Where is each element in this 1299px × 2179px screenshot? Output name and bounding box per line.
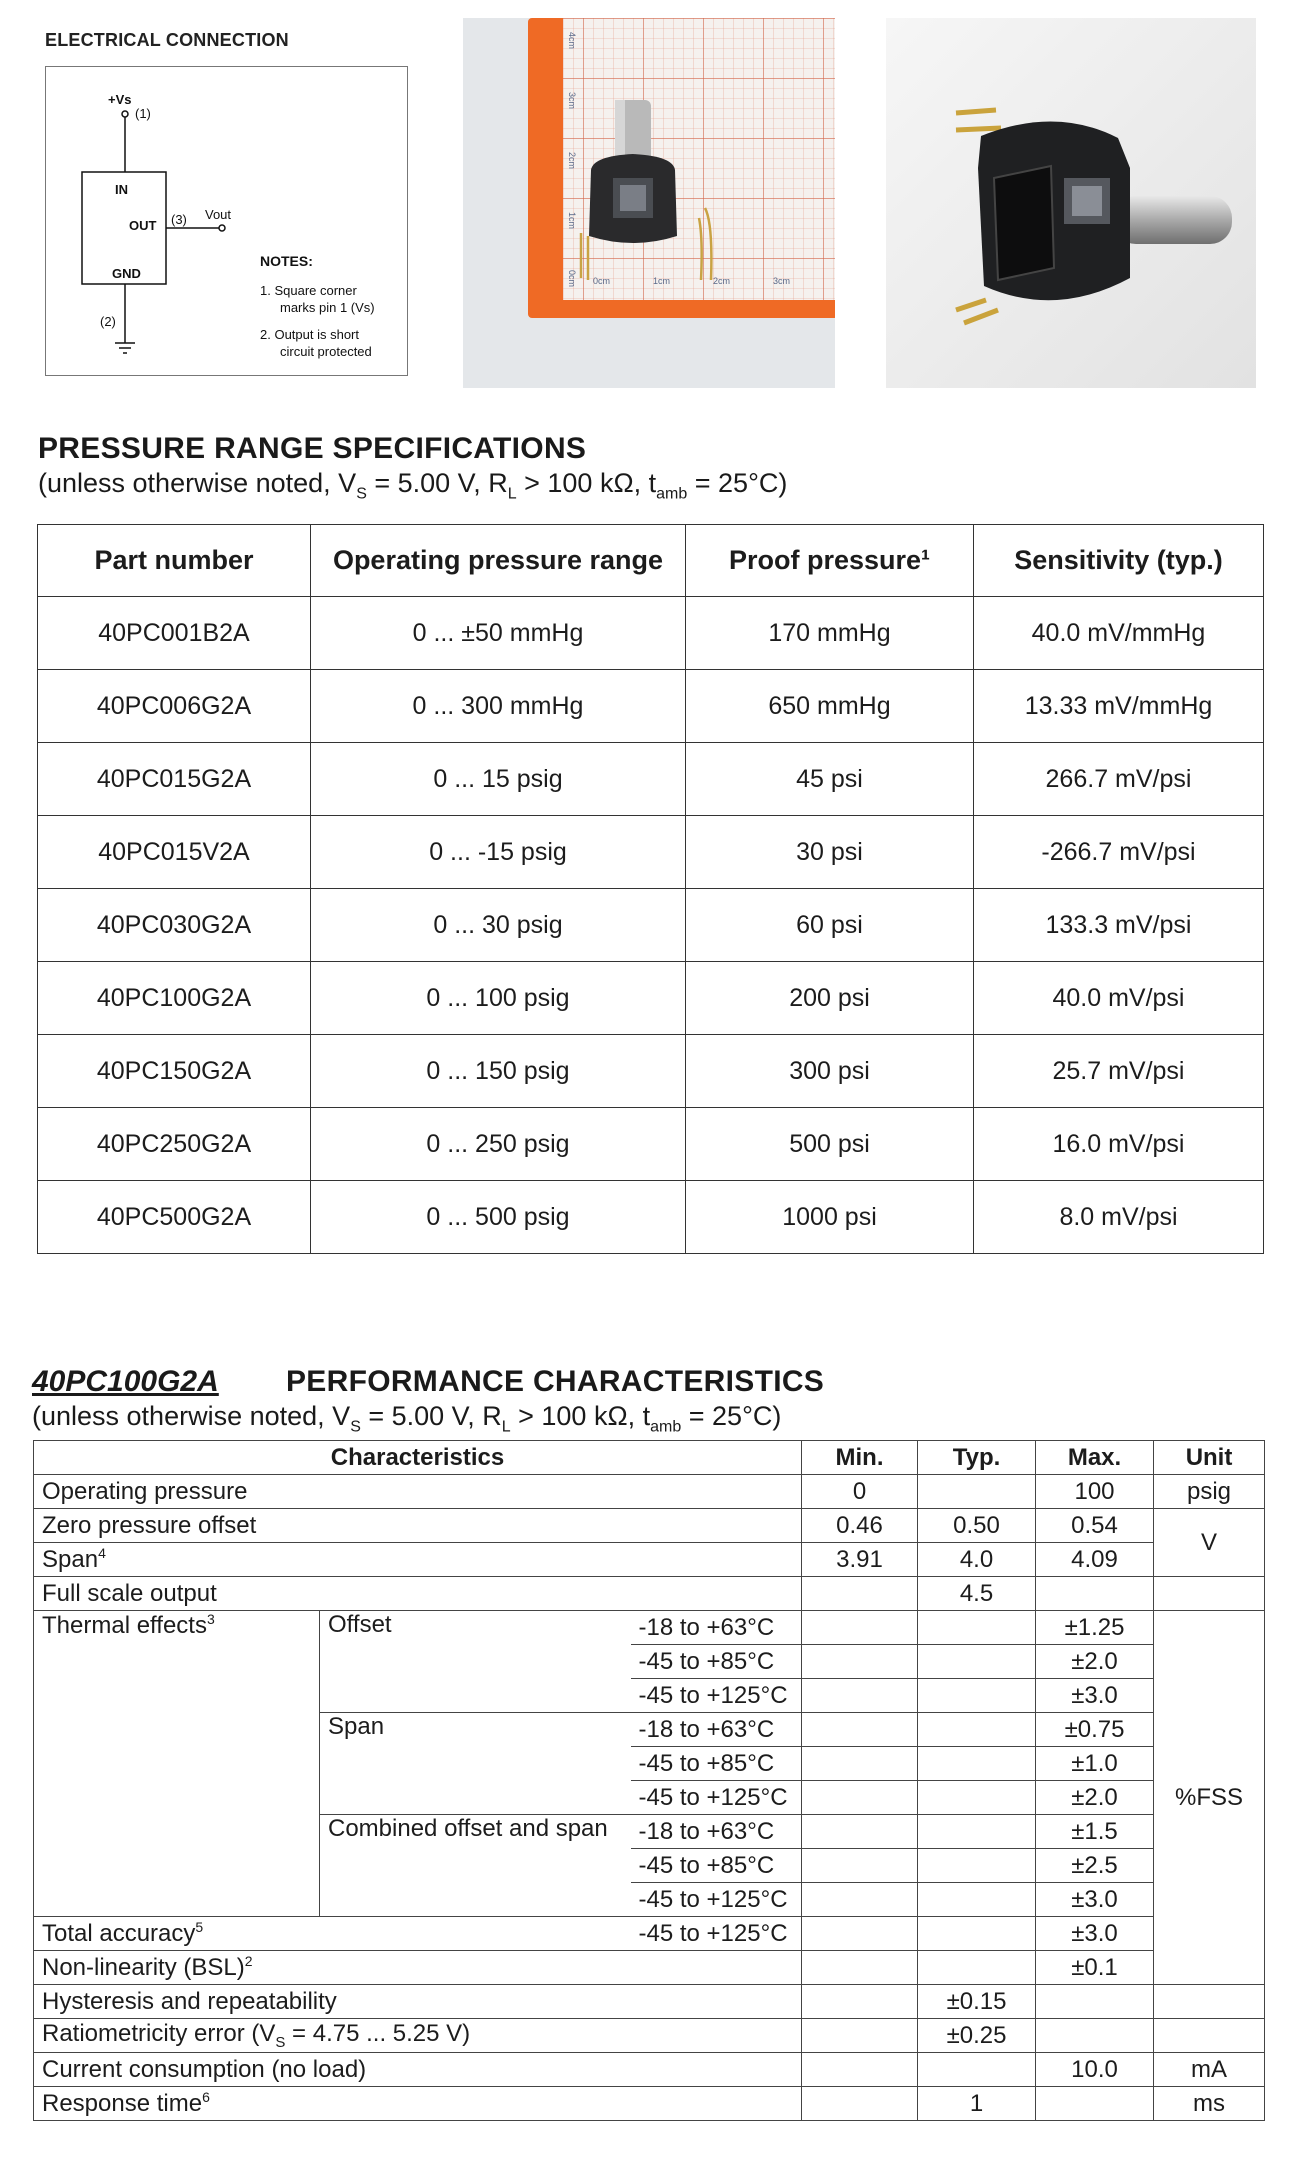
cell-max: 4.09 [1036,1543,1154,1577]
pressure-port [1114,196,1232,244]
cell-max [1036,2087,1154,2121]
table-row [38,962,1264,1035]
cell-typ [918,1611,1036,1645]
cell-typ [918,1645,1036,1679]
cell-max: ±2.0 [1036,1645,1154,1679]
table-row [34,1611,1265,1645]
svg-text:2cm: 2cm [567,152,577,170]
cell-operating-range: 0 ... 250 psig [311,1108,686,1181]
table-row [34,2019,1265,2053]
cell-max: ±3.0 [1036,1679,1154,1713]
svg-text:1cm: 1cm [653,276,671,286]
cell-max [1036,2019,1154,2053]
cell-operating-range: 0 ... 300 mmHg [311,670,686,743]
svg-text:1cm: 1cm [567,212,577,230]
cell-sensitivity: 8.0 mV/psi [974,1181,1264,1254]
cell-sensitivity: -266.7 mV/psi [974,816,1264,889]
cell-unit [1154,2019,1265,2053]
table-row [34,1985,1265,2019]
row-label: Ratiometricity error ($V_S = 4.75$ ... 5.25 V) [34,2019,802,2053]
cell-unit: mA [1154,2053,1265,2087]
header-sensitivity: Sensitivity (typ.) [974,525,1264,597]
header-characteristics: Characteristics [34,1441,802,1475]
cell-min [802,1815,918,1849]
svg-text:4cm: 4cm [567,32,577,50]
cell-max: ±0.1 [1036,1951,1154,1985]
notes-title: NOTES: [260,253,313,269]
cell-sensitivity: 266.7 mV/psi [974,743,1264,816]
cell-proof-pressure: 170 mmHg [686,597,974,670]
out-label: OUT [129,218,157,233]
performance-table [33,1440,1265,2121]
table-row [34,1951,1265,1985]
electrical-schematic [45,66,408,376]
cell-typ [918,1679,1036,1713]
cell-max: ±1.5 [1036,1815,1154,1849]
cell-sensitivity: 133.3 mV/psi [974,889,1264,962]
cell-proof-pressure: 60 psi [686,889,974,962]
table-row [38,597,1264,670]
cell-typ [918,2053,1036,2087]
cell-typ: ±0.15 [918,1985,1036,2019]
svg-text:0cm: 0cm [593,276,611,286]
cell-typ [918,1849,1036,1883]
note2-line2: circuit protected [280,344,372,359]
cell-sensitivity: 16.0 mV/psi [974,1108,1264,1181]
cell-sensitivity: 13.33 mV/mmHg [974,670,1264,743]
cell-part-number: 40PC150G2A [38,1035,311,1108]
cell-min [802,1917,918,1951]
cell-min [802,1577,918,1611]
table-row [34,1543,1265,1577]
cell-max: ±3.0 [1036,1917,1154,1951]
cell-min [802,1883,918,1917]
cell-max: ±2.5 [1036,1849,1154,1883]
vout-terminal [219,225,225,231]
thermal-effects-label: Thermal effects$^3$ [34,1611,320,1917]
cell-typ [918,1747,1036,1781]
cell-unit [1154,1577,1265,1611]
cell-max: ±1.0 [1036,1747,1154,1781]
header-max: Max. [1036,1441,1154,1475]
cell-max: 100 [1036,1475,1154,1509]
cell-proof-pressure: 200 psi [686,962,974,1035]
table-header-row [38,525,1264,597]
vout-label: Vout [205,207,232,222]
cell-max: 0.54 [1036,1509,1154,1543]
table-row [34,2053,1265,2087]
row-label: Span$^4$ [34,1543,802,1577]
note1-line2: marks pin 1 (Vs) [280,300,375,315]
row-label: Current consumption (no load) [34,2053,802,2087]
header-unit: Unit [1154,1441,1265,1475]
cell-typ [918,1475,1036,1509]
temp-range: -18 to +63°C [631,1713,802,1747]
cell-proof-pressure: 300 psi [686,1035,974,1108]
table-row [38,670,1264,743]
cell-max: 10.0 [1036,2053,1154,2087]
cell-min [802,1611,918,1645]
cell-min [802,2053,918,2087]
cell-sensitivity: 40.0 mV/mmHg [974,597,1264,670]
pressure-range-conditions: (unless otherwise noted, $V_S = 5.00$ V, $R_L > 100$ kΩ, $t_{amb} = 25^\circ C$) [38,468,788,503]
cell-part-number: 40PC030G2A [38,889,311,962]
table-row [34,1509,1265,1543]
cell-operating-range: 0 ... 150 psig [311,1035,686,1108]
table-row [34,1475,1265,1509]
note2-line1: 2. Output is short [260,327,359,342]
gnd-label: GND [112,266,141,281]
cell-min: 0 [802,1475,918,1509]
cell-operating-range: 0 ... 30 psig [311,889,686,962]
cell-proof-pressure: 650 mmHg [686,670,974,743]
row-label: Full scale output [34,1577,802,1611]
cell-min [802,1679,918,1713]
cell-min [802,1713,918,1747]
electrical-connection-title: ELECTRICAL CONNECTION [45,30,289,50]
performance-conditions: (unless otherwise noted, $V_S = 5.00$ V, $R_L > 100$ kΩ, $t_{amb} = 25^\circ C$) [32,1401,782,1436]
table-row [38,889,1264,962]
row-label: Non-linearity (BSL)$^2$ [34,1951,802,1985]
table-row [38,743,1264,816]
cell-part-number: 40PC015G2A [38,743,311,816]
row-label: Hysteresis and repeatability [34,1985,802,2019]
cell-max: ±1.25 [1036,1611,1154,1645]
table-row [38,1035,1264,1108]
cell-typ: 0.50 [918,1509,1036,1543]
cell-min [802,1849,918,1883]
row-label: Total accuracy$^5$ [34,1917,631,1951]
cell-max: ±3.0 [1036,1883,1154,1917]
temp-range: -18 to +63°C [631,1611,802,1645]
performance-title: PERFORMANCE CHARACTERISTICS [286,1365,825,1398]
table-row [38,816,1264,889]
header-min: Min. [802,1441,918,1475]
temp-range: -45 to +85°C [631,1747,802,1781]
pressure-range-title: PRESSURE RANGE SPECIFICATIONS [38,432,587,465]
cell-min [802,1645,918,1679]
cell-min [802,1781,918,1815]
cell-min: 0.46 [802,1509,918,1543]
table-row [34,2087,1265,2121]
cell-typ [918,1713,1036,1747]
sensor-closeup-photo [886,18,1256,388]
temp-range: -45 to +125°C [631,1917,802,1951]
svg-text:3cm: 3cm [773,276,791,286]
pressure-range-table [37,524,1264,1254]
table-row [34,1577,1265,1611]
cell-part-number: 40PC006G2A [38,670,311,743]
performance-part-number: 40PC100G2A [32,1365,219,1398]
header-part-number: Part number [38,525,311,597]
cell-typ: 1 [918,2087,1036,2121]
cell-unit: psig [1154,1475,1265,1509]
table-row [34,1917,1265,1951]
cell-sensitivity: 40.0 mV/psi [974,962,1264,1035]
ground-symbol [115,343,135,353]
cell-max: ±2.0 [1036,1781,1154,1815]
cell-part-number: 40PC015V2A [38,816,311,889]
pin1-label: (1) [135,106,151,121]
cell-max [1036,1577,1154,1611]
cell-min [802,2087,918,2121]
cell-typ [918,1781,1036,1815]
table-header-row [34,1441,1265,1475]
header-proof-pressure: Proof pressure¹ [686,525,974,597]
cell-max [1036,1985,1154,2019]
cell-operating-range: 0 ... 500 psig [311,1181,686,1254]
temp-range: -45 to +125°C [631,1679,802,1713]
temp-range: -45 to +125°C [631,1883,802,1917]
pin2-label: (2) [100,314,116,329]
note1-line1: 1. Square corner [260,283,357,298]
thermal-offset-label: Offset [320,1611,631,1713]
cell-sensitivity: 25.7 mV/psi [974,1035,1264,1108]
cell-unit: ms [1154,2087,1265,2121]
svg-text:2cm: 2cm [713,276,731,286]
cell-operating-range: 0 ... ±50 mmHg [311,597,686,670]
cell-unit-fss: %FSS [1154,1611,1265,1985]
cell-typ: ±0.25 [918,2019,1036,2053]
cell-operating-range: 0 ... -15 psig [311,816,686,889]
cell-max: ±0.75 [1036,1713,1154,1747]
cell-part-number: 40PC250G2A [38,1108,311,1181]
table-row [38,1181,1264,1254]
cell-typ [918,1951,1036,1985]
vs-terminal [122,111,128,117]
header-operating-range: Operating pressure range [311,525,686,597]
cell-operating-range: 0 ... 15 psig [311,743,686,816]
cell-proof-pressure: 1000 psi [686,1181,974,1254]
cell-typ [918,1883,1036,1917]
cell-unit [1154,1985,1265,2019]
thermal-span-label: Span [320,1713,631,1815]
cell-proof-pressure: 500 psi [686,1108,974,1181]
cell-typ: 4.0 [918,1543,1036,1577]
cell-min: 3.91 [802,1543,918,1577]
cell-typ [918,1917,1036,1951]
vs-label: +Vs [108,92,132,107]
cell-part-number: 40PC001B2A [38,597,311,670]
pin3-label: (3) [171,212,187,227]
thermal-combined-label: Combined offset and span [320,1815,631,1917]
cell-part-number: 40PC500G2A [38,1181,311,1254]
sensor-on-grid-photo [463,18,835,388]
temp-range: -45 to +85°C [631,1645,802,1679]
cell-min [802,1747,918,1781]
table-row [38,1108,1264,1181]
temp-range: -18 to +63°C [631,1815,802,1849]
cell-proof-pressure: 45 psi [686,743,974,816]
svg-text:0cm: 0cm [567,270,577,288]
cell-typ [918,1815,1036,1849]
row-label: Operating pressure [34,1475,802,1509]
cell-unit-volts: V [1154,1509,1265,1577]
row-label: Zero pressure offset [34,1509,802,1543]
cell-min [802,1985,918,2019]
cell-part-number: 40PC100G2A [38,962,311,1035]
in-label: IN [115,182,128,197]
row-label: Response time$^6$ [34,2087,802,2121]
cell-operating-range: 0 ... 100 psig [311,962,686,1035]
cell-typ: 4.5 [918,1577,1036,1611]
cell-proof-pressure: 30 psi [686,816,974,889]
cell-min [802,2019,918,2053]
temp-range: -45 to +85°C [631,1849,802,1883]
svg-text:3cm: 3cm [567,92,577,110]
temp-range: -45 to +125°C [631,1781,802,1815]
cell-min [802,1951,918,1985]
header-typ: Typ. [918,1441,1036,1475]
